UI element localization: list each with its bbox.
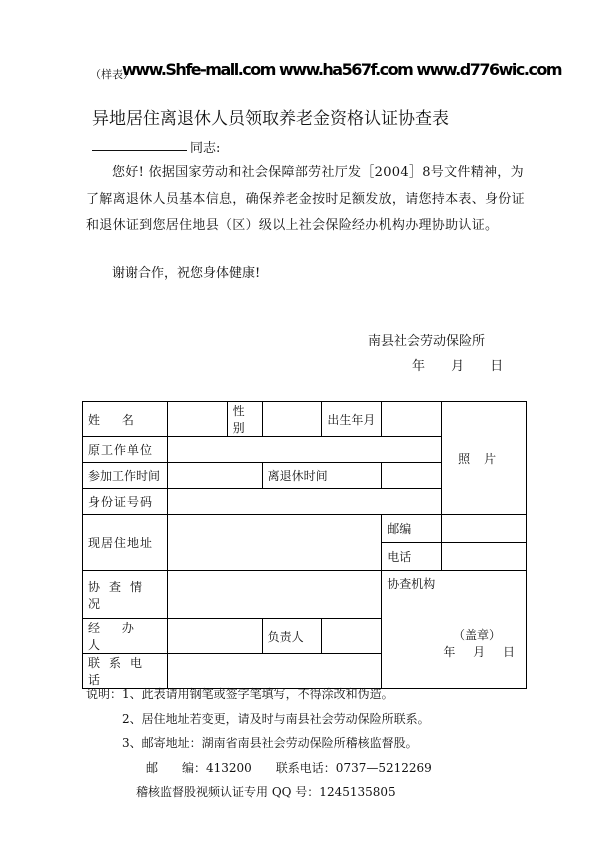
note-3: 3、邮寄地址：湖南省南县社会劳动保险所稽核监督股。	[122, 736, 418, 750]
work-start-cell[interactable]	[167, 463, 262, 489]
seal-date: 年 月 日	[443, 645, 515, 659]
handler-cell[interactable]	[167, 619, 262, 654]
supervisor-cell[interactable]	[322, 619, 382, 654]
verification-form	[82, 401, 527, 689]
sample-label: （样表）	[90, 68, 134, 81]
agency-cell[interactable]	[382, 571, 527, 689]
id-number-cell[interactable]	[167, 489, 441, 515]
work-start-label: 参加工作时间	[83, 463, 168, 489]
gender-cell[interactable]	[262, 402, 322, 437]
page-title: 异地居住离退休人员领取养老金资格认证协查表	[92, 109, 449, 129]
thanks-line: 谢谢合作，祝您身体健康!	[112, 266, 261, 281]
name-blank-line	[92, 150, 187, 151]
address-label: 现居住地址	[83, 515, 168, 571]
original-unit-cell[interactable]	[167, 437, 441, 463]
note-1: 说明：1、此表请用钢笔或签字笔填写，不得涂改和伪造。	[86, 687, 394, 701]
birth-cell[interactable]	[382, 402, 442, 437]
situation-cell[interactable]	[167, 571, 381, 619]
contact-label: 联系电话	[83, 654, 168, 689]
seal-label: （盖章）	[452, 628, 501, 642]
letter-body: 您好! 依据国家劳动和社会保障部劳社厅发［2004］8号文件精神，为了解离退休人员基本信息，确保养老金按时足额发放，请您持本表、身份证和退休证到您居住地县（区）级以上社会保险经办机构办理协助认证。	[86, 165, 525, 233]
qq-line: 稽核监督股视频认证专用 QQ 号：1245135805	[136, 785, 396, 799]
phone-cell[interactable]	[442, 543, 527, 571]
notes-section	[86, 682, 432, 805]
birth-label: 出生年月	[322, 402, 382, 437]
salutation: 同志:	[190, 141, 221, 156]
name-label: 姓 名	[83, 402, 168, 437]
agency-label: 协查机构	[387, 577, 436, 591]
postcode-label: 邮编	[382, 515, 442, 543]
postcode-phone-line: 邮 编：413200 联系电话：0737—5212269	[146, 760, 432, 775]
phone-label: 电话	[382, 543, 442, 571]
handler-label: 经 办 人	[83, 619, 168, 654]
retire-time-label: 离退休时间	[262, 463, 382, 489]
watermark-text: www.Shfe-mall.com www.ha567f.com www.d776wic.com	[122, 60, 562, 79]
note-2: 2、居住地址若变更，请及时与南县社会劳动保险所联系。	[122, 711, 430, 726]
photo-box[interactable]: 照片	[442, 402, 527, 515]
issuer-org: 南县社会劳动保险所	[368, 334, 486, 349]
supervisor-label: 负责人	[262, 619, 322, 654]
original-unit-label: 原工作单位	[83, 437, 168, 463]
address-cell[interactable]	[167, 515, 381, 571]
retire-time-cell[interactable]	[382, 463, 442, 489]
situation-label: 协查情况	[83, 571, 168, 619]
postcode-cell[interactable]	[442, 515, 527, 543]
id-number-label: 身份证号码	[83, 489, 168, 515]
name-cell[interactable]	[167, 402, 227, 437]
gender-label: 性别	[227, 402, 262, 437]
issue-date: 年 月 日	[412, 359, 504, 374]
